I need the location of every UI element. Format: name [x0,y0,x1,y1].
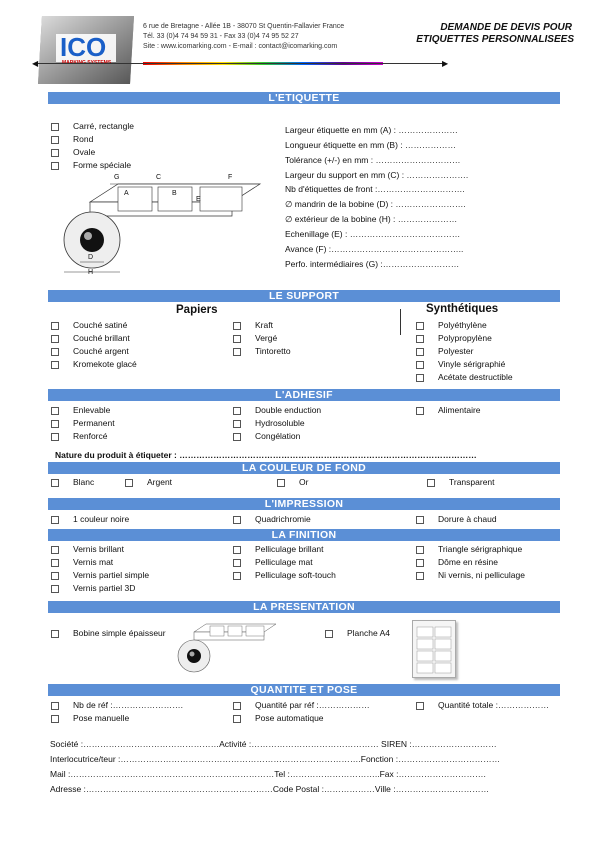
shape-label: Forme spéciale [73,160,132,170]
finition-label: Pelliculage soft-touch [255,570,336,580]
finition-checkbox[interactable] [416,546,424,554]
section-support: LE SUPPORT [48,290,560,302]
logo-text: ICO [60,32,107,62]
quantite-checkbox[interactable] [416,702,424,710]
couleur-checkbox[interactable] [125,479,133,487]
couleur-checkbox[interactable] [427,479,435,487]
impression-checkbox[interactable] [416,516,424,524]
synth-label: Polyester [438,346,474,356]
finition-label: Triangle sérigraphique [438,544,523,554]
synth-checkbox[interactable] [416,348,424,356]
field-perfo[interactable]: Perfo. intermédiaires (G) :……………………… [285,259,460,269]
support-label: Tintoretto [255,346,291,356]
presentation-checkbox[interactable] [51,630,59,638]
shape-label: Ovale [73,147,96,157]
support-checkbox[interactable] [51,348,59,356]
support-label: Couché brillant [73,333,130,343]
field-mandrin[interactable]: ∅ mandrin de la bobine (D) : ……………………. [285,199,466,209]
field-largeur[interactable]: Largeur étiquette en mm (A) : ………………… [285,125,458,135]
finition-checkbox[interactable] [233,546,241,554]
adhesif-checkbox[interactable] [51,420,59,428]
quantite-field[interactable]: Quantité par réf :……………… [255,700,370,710]
finition-checkbox[interactable] [416,559,424,567]
couleur-checkbox[interactable] [51,479,59,487]
support-divider [400,309,401,335]
section-impression: L'IMPRESSION [48,498,560,510]
adhesif-label: Alimentaire [438,405,481,415]
finition-label: Dôme en résine [438,557,499,567]
quantite-checkbox[interactable] [233,702,241,710]
finition-label: Vernis brillant [73,544,125,554]
impression-checkbox[interactable] [51,516,59,524]
presentation-label: Bobine simple épaisseur [73,628,166,638]
section-quantite: QUANTITE ET POSE [48,684,560,696]
synth-checkbox[interactable] [416,335,424,343]
shape-label: Carré, rectangle [73,121,134,131]
diagram-label-c: C [156,174,162,181]
finition-checkbox[interactable] [51,585,59,593]
couleur-label: Argent [147,477,173,487]
finition-label: Ni vernis, ni pelliculage [438,570,525,580]
support-label: Kromekote glacé [73,359,137,369]
quantite-field[interactable]: Quantité totale :……………… [438,700,550,710]
shape-checkbox[interactable] [51,123,59,131]
diagram-label-b: B [172,190,177,197]
website: Site : www.icomarking.com - E-mail : contact@icomarking.com [143,43,338,50]
label-diagram [60,172,270,282]
adhesif-checkbox[interactable] [233,433,241,441]
couleur-label: Blanc [73,477,95,487]
adhesif-checkbox[interactable] [233,407,241,415]
finition-label: Vernis partiel 3D [73,583,136,593]
finition-label: Vernis mat [73,557,114,567]
support-label: Couché argent [73,346,129,356]
synth-checkbox[interactable] [416,361,424,369]
section-couleur: LA COULEUR DE FOND [48,462,560,474]
phone: Tél. 33 (0)4 74 94 59 31 - Fax 33 (0)4 74 95 52 27 [143,33,299,40]
contact-line-adresse[interactable]: Adresse :…………………………………………………………Code Postal :………………Ville :…………………………… [50,784,490,794]
field-tolerance[interactable]: Tolérance (+/-) en mm : ………………………… [285,155,461,165]
planche-a4-diagram [412,620,456,678]
field-nb-front[interactable]: Nb d'étiquettes de front :…………………………. [285,184,465,194]
quantite-field[interactable]: Nb de réf :……………………. [73,700,184,710]
doc-title-line2: ETIQUETTES PERSONNALISEES [416,34,574,45]
impression-label: 1 couleur noire [73,514,130,524]
finition-checkbox[interactable] [233,572,241,580]
shape-label: Rond [73,134,94,144]
contact-line-mail[interactable]: Mail :………………………………………………………………Tel :…………………………..Fax :…………………………. [50,769,486,779]
presentation-checkbox[interactable] [325,630,333,638]
synth-label: Polypropylène [438,333,492,343]
field-longueur[interactable]: Longueur étiquette en mm (B) : ……………… [285,140,457,150]
pose-checkbox[interactable] [233,715,241,723]
bobine-diagram [176,620,280,682]
diagram-label-g: G [114,174,120,181]
adhesif-checkbox[interactable] [416,407,424,415]
finition-checkbox[interactable] [233,559,241,567]
couleur-label: Transparent [449,477,495,487]
impression-checkbox[interactable] [233,516,241,524]
section-finition: LA FINITION [48,529,560,541]
adhesif-label: Enlevable [73,405,111,415]
field-largeur-support[interactable]: Largeur du support en mm (C) : …………………. [285,170,469,180]
doc-title-line1: DEMANDE DE DEVIS POUR [440,22,572,33]
diagram-label-a: A [124,190,129,197]
support-checkbox[interactable] [51,322,59,330]
finition-label: Vernis partiel simple [73,570,150,580]
finition-label: Pelliculage brillant [255,544,324,554]
support-label: Vergé [255,333,278,343]
shape-checkbox[interactable] [51,136,59,144]
synth-label: Polyéthylène [438,320,487,330]
impression-label: Quadrichromie [255,514,311,524]
support-checkbox[interactable] [233,348,241,356]
shape-checkbox[interactable] [51,149,59,157]
presentation-label: Planche A4 [347,628,391,638]
arrow-right-icon: ▶ [442,59,449,68]
couleur-checkbox[interactable] [277,479,285,487]
pose-label: Pose manuelle [73,713,130,723]
adhesif-label: Hydrosoluble [255,418,305,428]
synth-checkbox[interactable] [416,322,424,330]
support-checkbox[interactable] [233,335,241,343]
diagram-label-e: E [196,196,201,203]
adhesif-checkbox[interactable] [51,407,59,415]
section-etiquette: L'ETIQUETTE [48,92,560,104]
support-checkbox[interactable] [51,335,59,343]
contact-line-interlocuteur[interactable]: Interlocutrice/teur :………………………………………………………………………….Fonction :……………………………… [50,754,501,764]
nature-field[interactable]: Nature du produit à étiqueter : …………………………………………………………………………………………… [55,450,477,460]
impression-label: Dorure à chaud [438,514,497,524]
finition-checkbox[interactable] [51,559,59,567]
adhesif-checkbox[interactable] [51,433,59,441]
address: 6 rue de Bretagne - Allée 1B - 38070 St Quentin-Fallavier France [143,23,345,30]
adhesif-checkbox[interactable] [233,420,241,428]
adhesif-label: Congélation [255,431,301,441]
logo [38,14,138,86]
finition-checkbox[interactable] [51,546,59,554]
finition-checkbox[interactable] [416,572,424,580]
support-label: Couché satiné [73,320,128,330]
finition-checkbox[interactable] [51,572,59,580]
diagram-label-h: H [88,269,94,276]
support-checkbox[interactable] [233,322,241,330]
finition-label: Pelliculage mat [255,557,313,567]
adhesif-label: Permanent [73,418,115,428]
synth-title: Synthétiques [426,303,499,315]
papiers-title: Papiers [176,304,218,316]
field-avance[interactable]: Avance (F) :……………………………………….. [285,244,464,254]
diagram-label-f: F [228,174,233,181]
arrow-left-icon: ◀ [32,59,39,68]
synth-label: Vinyle sérigraphié [438,359,506,369]
synth-label: Acétate destructible [438,372,513,382]
adhesif-label: Double enduction [255,405,322,415]
pose-label: Pose automatique [255,713,324,723]
quantite-checkbox[interactable] [51,702,59,710]
header-rule [36,63,446,64]
couleur-label: Or [299,477,309,487]
support-label: Kraft [255,320,273,330]
diagram-label-d: D [88,254,94,261]
pose-checkbox[interactable] [51,715,59,723]
shape-checkbox[interactable] [51,162,59,170]
contact-line-societe[interactable]: Société :…………………………………………Activité :……………………………………… SIREN :………………………… [50,739,497,749]
support-checkbox[interactable] [51,361,59,369]
synth-checkbox[interactable] [416,374,424,382]
field-exterieur[interactable]: ∅ extérieur de la bobine (H) : ………………… [285,214,458,224]
section-presentation: LA PRESENTATION [48,601,560,613]
section-adhesif: L'ADHESIF [48,389,560,401]
field-echenillage[interactable]: Echenillage (E) : ………………………………… [285,229,461,239]
adhesif-label: Renforcé [73,431,108,441]
